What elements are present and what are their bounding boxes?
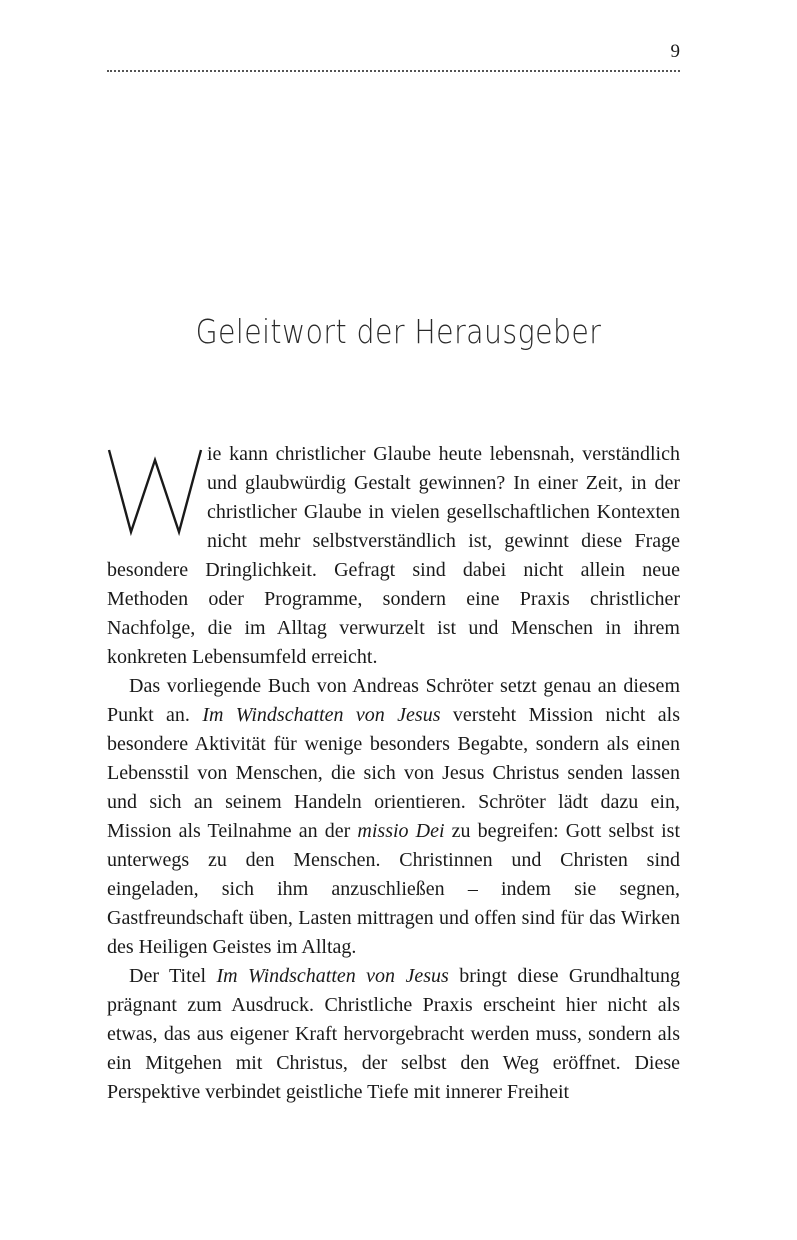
page-number: 9	[670, 41, 680, 62]
paragraph-3-text-a: Der Titel	[129, 965, 217, 987]
paragraph-2	[107, 672, 680, 962]
paragraph-2-text-c: zu begreifen: Gott selbst ist unterwegs zu den Menschen. Christinnen und Christen sind eingeladen, sich ihm anzuschließen – indem sie segnen, Gastfreundschaft üben, Lasten mittragen und offen sind für das Wirken des Heiligen Geistes im Alltag.	[107, 820, 681, 958]
book-title-italic-2: Im Windschatten von Jesus	[216, 965, 449, 987]
book-title-italic: Im Windschatten von Jesus	[202, 704, 441, 726]
missio-dei-italic: missio Dei	[357, 820, 445, 842]
paragraph-2-text-a: Das vorliegende Buch von Andreas Schröter setzt genau an diesem Punkt an.	[107, 675, 680, 726]
header-dotted-rule	[107, 70, 680, 72]
paragraph-2-text-b: versteht Mission nicht als besondere Aktivität für wenige besonders Begabte, sondern als einen Lebensstil von Menschen, die sich von Jesus Christus senden lassen und sich an seinem Handeln orientieren. Schröter lädt dazu ein, Mission als Teilnahme an der	[107, 704, 680, 842]
dropcap-glyph	[105, 446, 205, 538]
chapter-title: Geleitwort der Herausgeber	[195, 312, 602, 351]
paragraph-1-text: ie kann christlicher Glaube heute lebensnah, verständlich und glaubwürdig Gestalt gewinnen? In einer Zeit, in der christlicher Glaube in vielen gesellschaftlichen Kontexten nicht mehr selbstverständlich ist, gewinnt diese Frage besondere Dringlichkeit. Gefragt sind dabei nicht allein neue Methoden oder Programme, sondern eine Praxis christlicher Nachfolge, die im Alltag verwurzelt ist und Menschen in ihrem konkreten Lebensumfeld erreicht.	[107, 443, 680, 668]
paragraph-1	[107, 440, 680, 672]
paragraph-3	[107, 962, 680, 1107]
dropcap-w	[105, 446, 205, 538]
paragraph-3-text-b: bringt diese Grundhaltung prägnant zum Ausdruck. Christliche Praxis erscheint hier nicht als etwas, das aus eigener Kraft hervorgebracht werden muss, sondern als ein Mitgehen mit Christus, der selbst den Weg eröffnet. Diese Perspektive verbindet geistliche Tiefe mit innerer Freiheit	[107, 965, 680, 1103]
body-text	[107, 440, 680, 1107]
